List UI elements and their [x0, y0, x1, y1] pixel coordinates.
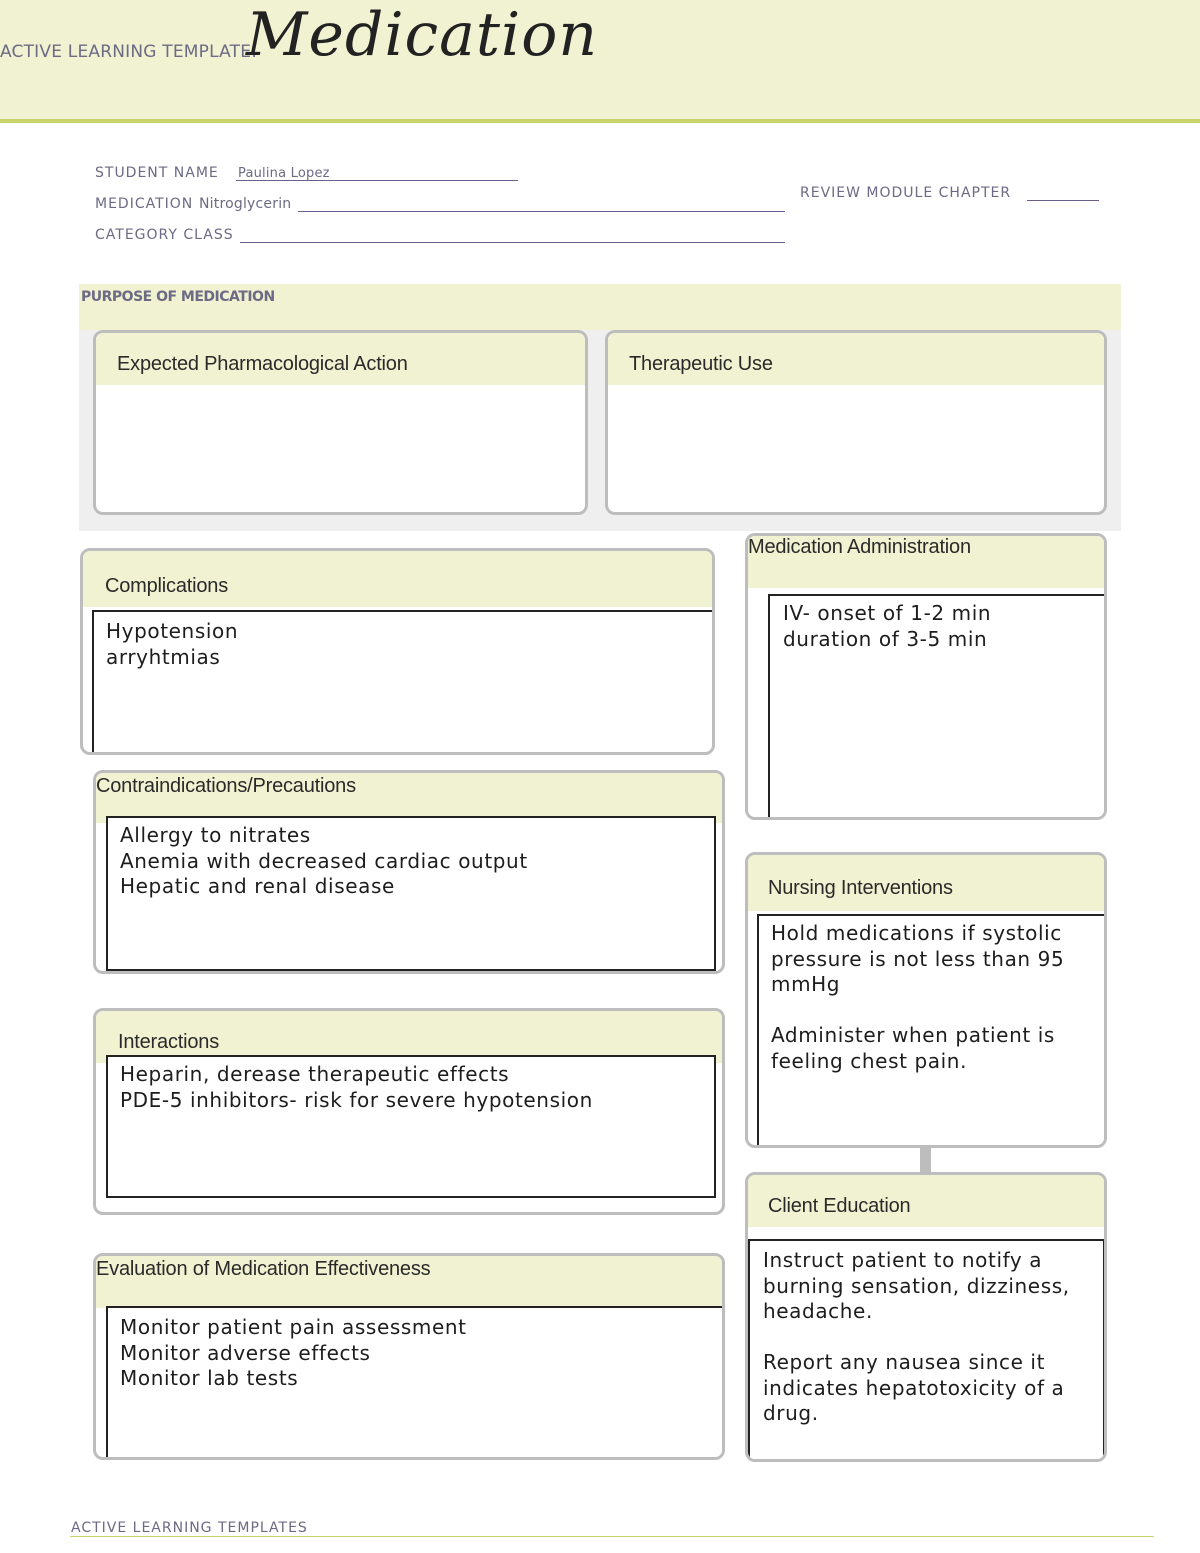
evaluation-title: Evaluation of Medication Effectiveness [96, 1258, 431, 1280]
interactions-title: Interactions [118, 1031, 219, 1053]
student-name-label: STUDENT NAME [95, 165, 219, 181]
administration-box[interactable] [768, 594, 1106, 820]
interactions-text: Heparin, derease therapeutic effects PDE-5 inhibitors- risk for severe hypotension [120, 1062, 593, 1112]
student-name-value[interactable]: Paulina Lopez [238, 166, 330, 181]
interactions-panel [93, 1008, 725, 1215]
footer-label: ACTIVE LEARNING TEMPLATES [71, 1520, 308, 1536]
education-box[interactable] [748, 1239, 1105, 1462]
medication-line [298, 211, 785, 212]
expected-action-title: Expected Pharmacological Action [117, 353, 408, 375]
administration-title: Medication Administration [748, 536, 971, 558]
therapeutic-use-title: Therapeutic Use [629, 353, 773, 375]
student-name-line [236, 180, 518, 181]
contraindications-box[interactable] [106, 816, 716, 971]
administration-panel [745, 533, 1107, 820]
contraindications-title: Contraindications/Precautions [96, 775, 356, 797]
administration-text: IV- onset of 1-2 min duration of 3-5 min [783, 601, 992, 651]
contraindications-panel [93, 770, 725, 974]
complications-panel [80, 548, 715, 755]
nursing-panel [745, 852, 1107, 1148]
expected-action-panel [93, 330, 588, 515]
nursing-box[interactable] [757, 914, 1106, 1148]
review-module-label: REVIEW MODULE CHAPTER [800, 185, 1012, 201]
complications-box[interactable] [92, 610, 714, 754]
education-panel [745, 1172, 1107, 1462]
contraindications-text: Allergy to nitrates Anemia with decreased cardiac output Hepatic and renal disease [120, 823, 528, 898]
footer-line [70, 1536, 1154, 1537]
template-label: ACTIVE LEARNING TEMPLATE: [0, 42, 258, 62]
complications-text: Hypotension arryhtmias [106, 619, 239, 669]
education-text: Instruct patient to notify a burning sensation, dizziness, headache. Report any nausea since it indicates hepatotoxicity of a drug. [763, 1248, 1070, 1425]
template-title: Medication [246, 0, 598, 70]
evaluation-box[interactable] [106, 1306, 725, 1460]
medication-value[interactable]: Nitroglycerin [199, 196, 292, 212]
category-class-line [240, 242, 785, 243]
purpose-label: PURPOSE OF MEDICATION [81, 289, 275, 305]
evaluation-text: Monitor patient pain assessment Monitor adverse effects Monitor lab tests [120, 1315, 467, 1390]
education-title: Client Education [768, 1195, 911, 1217]
panel-connector [920, 1148, 931, 1172]
nursing-text: Hold medications if systolic pressure is not less than 95 mmHg Administer when patient is feeling chest pain. [771, 921, 1065, 1073]
evaluation-panel [93, 1253, 725, 1460]
medication-label: MEDICATION [95, 196, 194, 212]
interactions-box[interactable] [106, 1055, 716, 1198]
review-module-line [1027, 200, 1099, 201]
therapeutic-use-panel [605, 330, 1107, 515]
complications-title: Complications [105, 575, 229, 597]
nursing-title: Nursing Interventions [768, 877, 953, 899]
category-class-label: CATEGORY CLASS [95, 227, 234, 243]
